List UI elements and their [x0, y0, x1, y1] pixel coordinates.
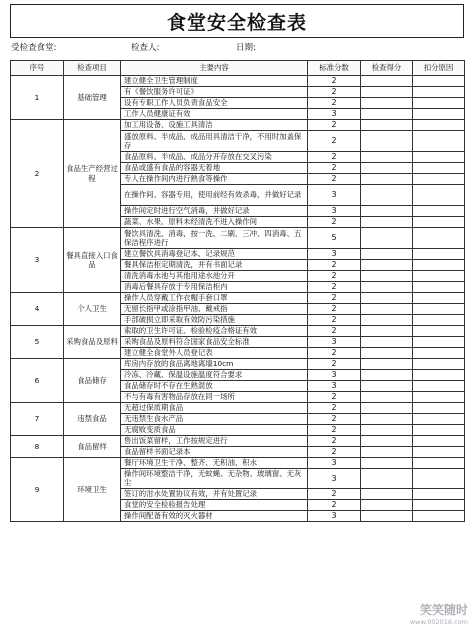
standard-score: 2	[308, 76, 361, 87]
actual-score-cell[interactable]	[361, 403, 413, 414]
standard-score: 2	[308, 131, 361, 152]
group-category: 餐具直接入口食品	[64, 228, 121, 293]
check-item: 库房内存放的食品离地离墙10cm	[121, 359, 308, 370]
standard-score: 2	[308, 326, 361, 337]
check-item: 索取的卫生许可证、检验检疫合格证有效	[121, 326, 308, 337]
deduction-reason-cell[interactable]	[413, 282, 465, 293]
actual-score-cell[interactable]	[361, 249, 413, 260]
table-row	[11, 326, 465, 337]
check-item: 食品或盛有食品的容器无着地	[121, 163, 308, 174]
check-item: 操作间环境整洁干净，无蚊蝇、无杂物、玻璃窗、无灰尘	[121, 469, 308, 489]
inspected-unit-label: 受检查食堂:	[11, 43, 57, 53]
actual-score-cell[interactable]	[361, 370, 413, 381]
standard-score: 2	[308, 174, 361, 185]
actual-score-cell[interactable]	[361, 152, 413, 163]
deduction-reason-cell[interactable]	[413, 304, 465, 315]
check-item: 餐厅环境卫生干净、整齐、无积油、积水	[121, 458, 308, 469]
deduction-reason-cell[interactable]	[413, 228, 465, 249]
group-category: 食品储存	[64, 359, 121, 403]
table-row	[11, 359, 465, 370]
actual-score-cell[interactable]	[361, 381, 413, 392]
deduction-reason-cell[interactable]	[413, 414, 465, 425]
actual-score-cell[interactable]	[361, 206, 413, 217]
check-item: 食品留样书面记录本	[121, 447, 308, 458]
table-body	[11, 76, 465, 522]
group-category: 环境卫生	[64, 458, 121, 522]
standard-score: 2	[308, 348, 361, 359]
standard-score: 2	[308, 499, 361, 510]
deduction-reason-cell[interactable]	[413, 109, 465, 120]
date-label: 日期:	[236, 43, 256, 53]
standard-score: 2	[308, 152, 361, 163]
deduction-reason-cell[interactable]	[413, 381, 465, 392]
actual-score-cell[interactable]	[361, 348, 413, 359]
check-item: 无违禁生食水产品	[121, 414, 308, 425]
deduction-reason-cell[interactable]	[413, 436, 465, 447]
check-item: 无腐败变质食品	[121, 425, 308, 436]
deduction-reason-cell[interactable]	[413, 499, 465, 510]
watermark-logo	[410, 601, 468, 626]
deduction-reason-cell[interactable]	[413, 206, 465, 217]
deduction-reason-cell[interactable]	[413, 510, 465, 521]
standard-score: 3	[308, 109, 361, 120]
actual-score-cell[interactable]	[361, 315, 413, 326]
standard-score: 2	[308, 392, 361, 403]
standard-score: 2	[308, 425, 361, 436]
deduction-reason-cell[interactable]	[413, 163, 465, 174]
standard-score: 2	[308, 359, 361, 370]
check-item: 建立餐饮具消毒登记本、记录规范	[121, 249, 308, 260]
actual-score-cell[interactable]	[361, 76, 413, 87]
check-item: 无超过保质期食品	[121, 403, 308, 414]
table-row	[11, 403, 465, 414]
deduction-reason-cell[interactable]	[413, 174, 465, 185]
check-item: 餐饮具清洗、消毒，按一洗、二刷、三冲、四消毒、五保洁程序进行	[121, 228, 308, 249]
check-item: 工作人员健康证有效	[121, 109, 308, 120]
table-header-row	[11, 61, 465, 76]
watermark-text: 笑笑随时	[419, 603, 468, 617]
inspector-label: 检查人:	[131, 43, 160, 53]
check-item: 手部破损立即采取有效防污染措施	[121, 315, 308, 326]
actual-score-cell[interactable]	[361, 120, 413, 131]
actual-score-cell[interactable]	[361, 109, 413, 120]
actual-score-cell[interactable]	[361, 87, 413, 98]
check-item: 建立健全食堂外人员登记表	[121, 348, 308, 359]
group-number: 2	[11, 120, 64, 228]
actual-score-cell[interactable]	[361, 185, 413, 206]
standard-score: 2	[308, 293, 361, 304]
standard-score: 3	[308, 458, 361, 469]
standard-score: 2	[308, 304, 361, 315]
table-row	[11, 76, 465, 87]
table-row	[11, 458, 465, 469]
check-item: 食堂的安全检验报告处理	[121, 499, 308, 510]
check-item: 盛放原料、半成品、成品用具清洁干净，不用时加盖保存	[121, 131, 308, 152]
group-number: 6	[11, 359, 64, 403]
deduction-reason-cell[interactable]	[413, 488, 465, 499]
standard-score: 3	[308, 370, 361, 381]
check-item: 设有专职工作人员负责食品安全	[121, 98, 308, 109]
group-number: 3	[11, 228, 64, 293]
group-category: 采购食品及原料	[64, 326, 121, 359]
actual-score-cell[interactable]	[361, 392, 413, 403]
group-number: 5	[11, 326, 64, 359]
deduction-reason-cell[interactable]	[413, 271, 465, 282]
check-item: 操作间配备有效的灭火器材	[121, 510, 308, 521]
actual-score-cell[interactable]	[361, 293, 413, 304]
standard-score: 5	[308, 228, 361, 249]
actual-score-cell[interactable]	[361, 326, 413, 337]
standard-score: 3	[308, 510, 361, 521]
deduction-reason-cell[interactable]	[413, 293, 465, 304]
deduction-reason-cell[interactable]	[413, 315, 465, 326]
actual-score-cell[interactable]	[361, 304, 413, 315]
actual-score-cell[interactable]	[361, 499, 413, 510]
table-row	[11, 228, 465, 249]
header-content: 主要内容	[121, 61, 308, 76]
deduction-reason-cell[interactable]	[413, 76, 465, 87]
actual-score-cell[interactable]	[361, 217, 413, 228]
deduction-reason-cell[interactable]	[413, 359, 465, 370]
check-item: 蔬菜、水果、原料未经清洗不进入操作间	[121, 217, 308, 228]
deduction-reason-cell[interactable]	[413, 458, 465, 469]
check-item: 操作人员穿戴工作衣帽手套口罩	[121, 293, 308, 304]
group-number: 8	[11, 436, 64, 458]
deduction-reason-cell[interactable]	[413, 337, 465, 348]
actual-score-cell[interactable]	[361, 98, 413, 109]
check-item: 签订的泔水处置协议有效，并有处置记录	[121, 488, 308, 499]
table-row	[11, 120, 465, 131]
group-category: 个人卫生	[64, 293, 121, 326]
actual-score-cell[interactable]	[361, 282, 413, 293]
actual-score-cell[interactable]	[361, 414, 413, 425]
header-standard-score: 标准分数	[308, 61, 361, 76]
standard-score: 3	[308, 381, 361, 392]
standard-score: 3	[308, 249, 361, 260]
standard-score: 2	[308, 98, 361, 109]
check-item: 食品储存时不存在生熟混放	[121, 381, 308, 392]
standard-score: 2	[308, 87, 361, 98]
group-category: 食品留样	[64, 436, 121, 458]
standard-score: 2	[308, 282, 361, 293]
standard-score: 2	[308, 414, 361, 425]
check-item: 操作间定时进行空气消毒，并做好记录	[121, 206, 308, 217]
inspection-table	[10, 60, 465, 522]
check-item: 无留长指甲或涂指甲油、戴戒指	[121, 304, 308, 315]
deduction-reason-cell[interactable]	[413, 249, 465, 260]
group-number: 1	[11, 76, 64, 120]
actual-score-cell[interactable]	[361, 458, 413, 469]
table-row	[11, 436, 465, 447]
group-category: 违禁食品	[64, 403, 121, 436]
check-item: 餐具保洁柜定期清洗，并有书面记录	[121, 260, 308, 271]
standard-score: 2	[308, 120, 361, 131]
deduction-reason-cell[interactable]	[413, 348, 465, 359]
deduction-reason-cell[interactable]	[413, 152, 465, 163]
standard-score: 2	[308, 447, 361, 458]
header-actual-score: 检查得分	[361, 61, 413, 76]
actual-score-cell[interactable]	[361, 260, 413, 271]
deduction-reason-cell[interactable]	[413, 260, 465, 271]
check-item: 食品原料、半成品、成品分开存放在交叉污染	[121, 152, 308, 163]
standard-score: 3	[308, 337, 361, 348]
check-item: 清洗消毒水池与其他用途水池分开	[121, 271, 308, 282]
deduction-reason-cell[interactable]	[413, 370, 465, 381]
deduction-reason-cell[interactable]	[413, 120, 465, 131]
check-item: 冷冻、冷藏、保温设施温度符合要求	[121, 370, 308, 381]
deduction-reason-cell[interactable]	[413, 87, 465, 98]
deduction-reason-cell[interactable]	[413, 425, 465, 436]
check-item: 建立健全卫生管理制度	[121, 76, 308, 87]
standard-score: 3	[308, 469, 361, 489]
deduction-reason-cell[interactable]	[413, 392, 465, 403]
group-number: 7	[11, 403, 64, 436]
actual-score-cell[interactable]	[361, 163, 413, 174]
actual-score-cell[interactable]	[361, 174, 413, 185]
actual-score-cell[interactable]	[361, 510, 413, 521]
header-deduction-reason: 扣分原因	[413, 61, 465, 76]
deduction-reason-cell[interactable]	[413, 185, 465, 206]
check-item: 售出饭菜留样，工作按规定进行	[121, 436, 308, 447]
standard-score: 2	[308, 163, 361, 174]
actual-score-cell[interactable]	[361, 447, 413, 458]
watermark-url: www.002018.com	[409, 618, 468, 626]
standard-score: 2	[308, 488, 361, 499]
check-item: 消毒后餐具存放于专用保洁柜内	[121, 282, 308, 293]
deduction-reason-cell[interactable]	[413, 217, 465, 228]
actual-score-cell[interactable]	[361, 359, 413, 370]
actual-score-cell[interactable]	[361, 271, 413, 282]
deduction-reason-cell[interactable]	[413, 469, 465, 489]
standard-score: 2	[308, 217, 361, 228]
standard-score: 2	[308, 260, 361, 271]
header-no: 序号	[11, 61, 64, 76]
deduction-reason-cell[interactable]	[413, 98, 465, 109]
group-number: 4	[11, 293, 64, 326]
check-item: 加工用设备、设施工具清洁	[121, 120, 308, 131]
page-title: 食堂安全检查表	[10, 4, 464, 38]
actual-score-cell[interactable]	[361, 436, 413, 447]
standard-score: 3	[308, 206, 361, 217]
check-item: 有《餐饮服务许可证》	[121, 87, 308, 98]
standard-score: 2	[308, 271, 361, 282]
deduction-reason-cell[interactable]	[413, 131, 465, 152]
check-item: 专人在操作间内进行熟食等操作	[121, 174, 308, 185]
actual-score-cell[interactable]	[361, 469, 413, 489]
deduction-reason-cell[interactable]	[413, 447, 465, 458]
deduction-reason-cell[interactable]	[413, 403, 465, 414]
actual-score-cell[interactable]	[361, 131, 413, 152]
standard-score: 3	[308, 185, 361, 206]
standard-score: 2	[308, 315, 361, 326]
header-category: 检查项目	[64, 61, 121, 76]
standard-score: 2	[308, 403, 361, 414]
check-item: 采购食品及原料符合国家食品安全标准	[121, 337, 308, 348]
check-item: 在操作间、容器专用，使用前经有效杀毒，并做好记录	[121, 185, 308, 206]
group-category: 食品生产经营过程	[64, 120, 121, 228]
actual-score-cell[interactable]	[361, 425, 413, 436]
actual-score-cell[interactable]	[361, 337, 413, 348]
standard-score: 2	[308, 436, 361, 447]
actual-score-cell[interactable]	[361, 228, 413, 249]
group-number: 9	[11, 458, 64, 522]
actual-score-cell[interactable]	[361, 488, 413, 499]
deduction-reason-cell[interactable]	[413, 326, 465, 337]
check-item: 不与有毒有害物品存放在同一场所	[121, 392, 308, 403]
group-category: 基础管理	[64, 76, 121, 120]
table-row	[11, 293, 465, 304]
